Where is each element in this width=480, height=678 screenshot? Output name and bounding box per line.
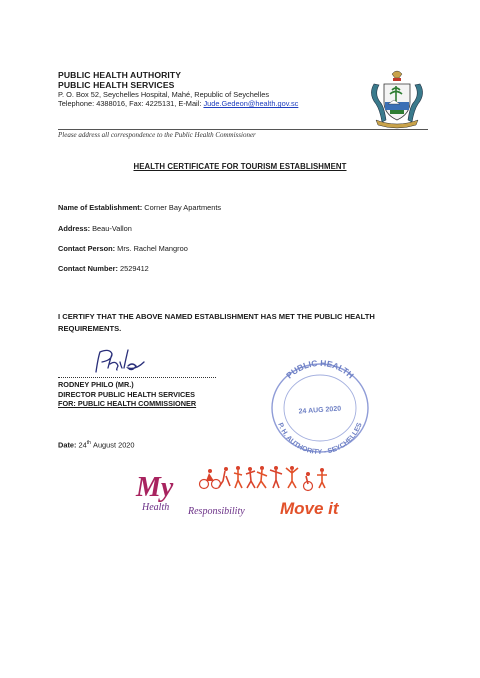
field-address [58,224,132,233]
org-name-line2: PUBLIC HEALTH SERVICES [58,80,175,90]
field-value: Mrs. Rachel Mangroo [117,244,188,253]
logo-move-it: Move it [280,499,339,518]
field-label: Name of Establishment: [58,203,143,212]
official-stamp [262,356,378,456]
stamp-bottom-text: P. H. AUTHORITY - SEYCHELLES [276,421,364,456]
signatory-name: RODNEY PHILO (MR.) [58,380,134,389]
field-label: Contact Number: [58,264,118,273]
org-address: P. O. Box 52, Seychelles Hospital, Mahé, Republic of Seychelles [58,90,270,99]
active-people-figures-icon [200,466,328,491]
correspondence-note: Please address all correspondence to the Public Health Commissioner [58,131,256,139]
field-value: Corner Bay Apartments [144,203,222,212]
date-day: 24 [78,440,87,450]
field-contact-person [58,244,188,253]
contact-text: Telephone: 4388016, Fax: 4225131, E-Mail: [58,99,204,109]
stamp-top-text: PUBLIC HEALTH [284,357,356,381]
signature-image [86,346,166,376]
logo-health: Health [142,502,170,513]
signatory-title: DIRECTOR PUBLIC HEALTH SERVICES [58,389,196,399]
date-rest: August 2020 [93,440,135,450]
certification-statement: I CERTIFY THAT THE ABOVE NAMED ESTABLISHMENT HAS MET THE PUBLIC HEALTH REQUIREMENTS. [58,312,375,333]
org-name-line1: PUBLIC HEALTH AUTHORITY [58,70,182,80]
header-divider [58,129,428,130]
signature-line [58,377,216,378]
signatory-for: FOR: PUBLIC HEALTH COMMISSIONER [58,399,197,409]
field-establishment [58,203,221,212]
signatory-block [58,380,196,409]
field-value: 2529412 [120,264,149,273]
date-suffix: th [86,440,91,446]
logo-responsibility: Responsibility [188,506,245,517]
issue-date [58,440,135,449]
field-label: Contact Person: [58,244,116,253]
certificate-title: HEALTH CERTIFICATE FOR TOURISM ESTABLISHMENT [133,162,347,171]
field-label: Address: [58,224,91,233]
seychelles-coat-of-arms-icon [362,68,432,130]
logo-my: My [136,472,174,503]
org-contact [58,99,298,108]
field-contact-number [58,264,149,273]
date-label: Date: [58,440,77,450]
letterhead [58,70,298,108]
campaign-logo [130,462,360,526]
stamp-date: 24 AUG 2020 [298,405,342,416]
field-value: Beau-Vallon [92,224,132,233]
email-link[interactable]: Jude.Gedeon@health.gov.sc [203,99,299,109]
